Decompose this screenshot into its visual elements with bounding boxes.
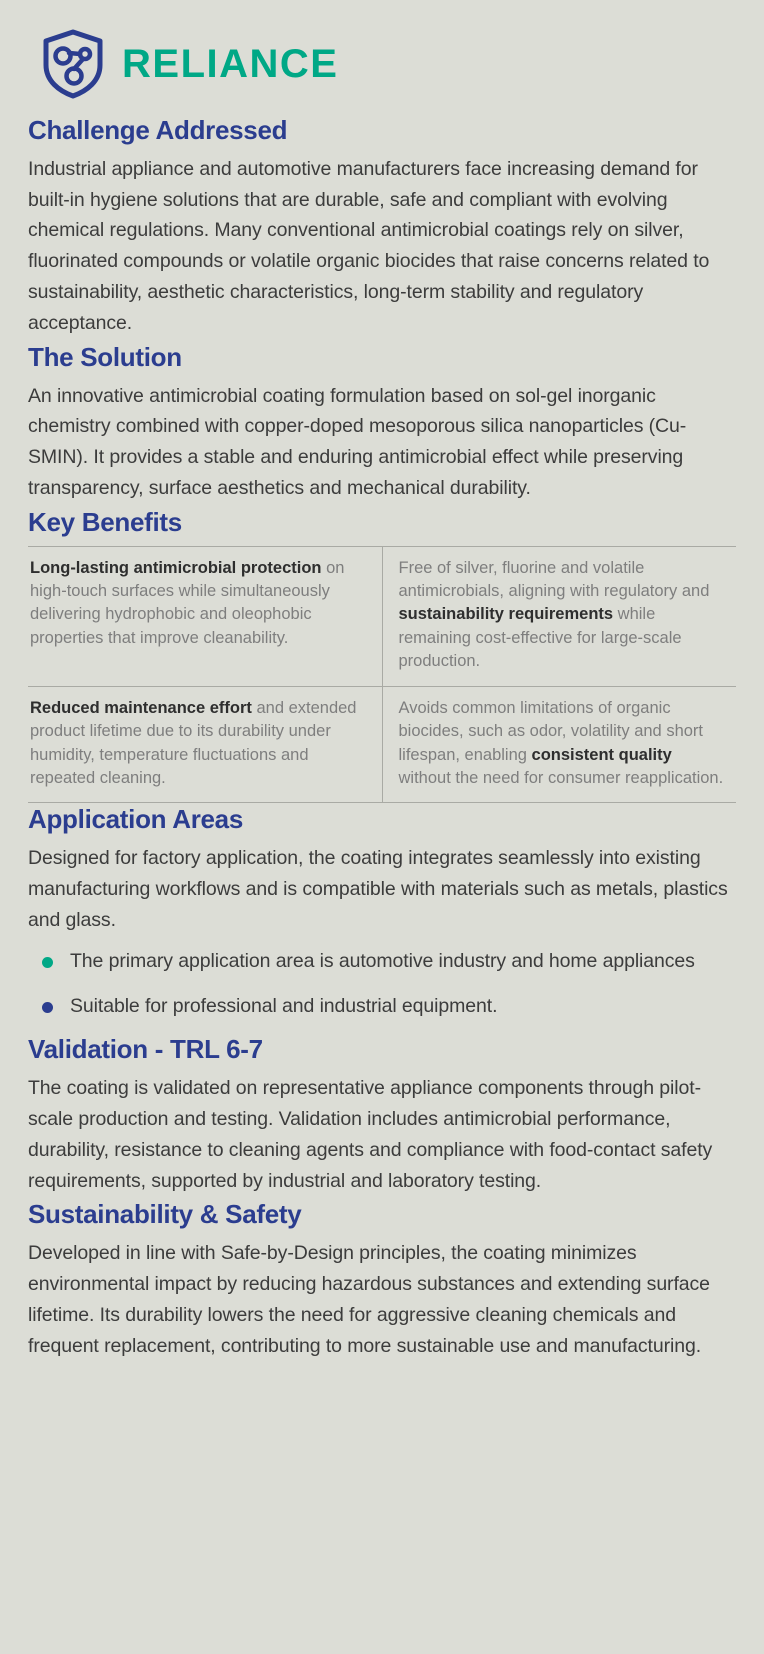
table-row	[28, 686, 736, 803]
section-title-challenge: Challenge Addressed	[28, 115, 288, 145]
section-title-validation: Validation - TRL 6-7	[28, 1034, 263, 1065]
benefit-pre-4: Avoids common limitations of organic biocides, such as odor, volatility and short lifespan, enabling	[398, 698, 704, 764]
section-title-sustainability: Sustainability & Safety	[28, 1199, 302, 1230]
benefit-cell-1	[28, 546, 382, 686]
benefit-bold-2: sustainability requirements	[398, 605, 614, 624]
benefit-lead-3: Reduced maintenance effort	[30, 698, 252, 717]
application-areas-list	[28, 946, 736, 1022]
section-body-solution: An innovative antimicrobial coating formulation based on sol-gel inorganic chemistry combined with copper-doped mesoporous silica nanoparticles (Cu-SMIN). It provides a stable and enduring antimicrobial effect while preserving transparency, surface aesthetics and mechanical durability.	[28, 384, 687, 499]
benefit-cell-3	[28, 686, 382, 803]
section-title-key-benefits: Key Benefits	[28, 506, 182, 537]
benefit-rest-1: on high-touch surfaces while simultaneously delivering hydrophobic and oleophobic properties that improve cleanability.	[30, 558, 345, 647]
benefit-cell-4	[382, 686, 736, 803]
section-body-application-areas: Designed for factory application, the coating integrates seamlessly into existing manufacturing workflows and is compatible with materials such as metals, plastics and glass.	[28, 847, 728, 931]
section-title-application-areas: Application Areas	[28, 804, 243, 835]
benefit-cell-2	[382, 546, 736, 686]
shield-network-icon	[40, 29, 106, 99]
table-row	[28, 546, 736, 686]
bullet-dot-icon	[42, 957, 53, 968]
benefit-rest-3: and extended product lifetime due to its durability under humidity, temperature fluctuations and repeated cleaning.	[30, 698, 357, 788]
section-body-sustainability: Developed in line with Safe-by-Design principles, the coating minimizes environmental impact by reducing hazardous substances and extending surface lifetime. Its durability lowers the need for aggressive cleaning chemicals and frequent replacement, contributing to more sustainable use and manufacturing.	[28, 1242, 710, 1357]
benefit-pre-2: Free of silver, fluorine and volatile antimicrobials, aligning with regulatory and	[398, 558, 710, 601]
section-body-challenge: Industrial appliance and automotive manufacturers face increasing demand for built-in hygiene solutions that are durable, safe and compliant with evolving chemical regulations. Many conventional antimicrobial coatings rely on silver, fluorinated compounds or volatile organic biocides that raise concerns related to sustainability, aesthetic characteristics, long-term stability and regulatory acceptance.	[28, 157, 710, 334]
benefit-post-2: while remaining cost-effective for large-scale production.	[398, 605, 682, 671]
brand-wordmark: RELIANCE	[122, 42, 339, 86]
key-benefits-table	[28, 546, 736, 804]
list-item-label: The primary application area is automotive industry and home appliances	[70, 949, 695, 972]
list-item-label: Suitable for professional and industrial equipment.	[70, 994, 498, 1017]
section-title-solution: The Solution	[28, 341, 182, 372]
list-item	[28, 946, 736, 977]
section-body-validation: The coating is validated on representative appliance components through pilot-scale production and testing. Validation includes antimicrobial performance, durability, resistance to cleaning agents and compliance with food-contact safety requirements, supported by industrial and laboratory testing.	[28, 1077, 713, 1192]
brand-header	[28, 22, 736, 106]
bullet-dot-icon	[42, 1002, 53, 1013]
benefit-bold-4: consistent quality	[531, 745, 672, 764]
benefit-lead-1: Long-lasting antimicrobial protection	[30, 558, 322, 577]
list-item	[28, 991, 736, 1022]
benefit-post-4: without the need for consumer reapplication.	[398, 769, 724, 788]
